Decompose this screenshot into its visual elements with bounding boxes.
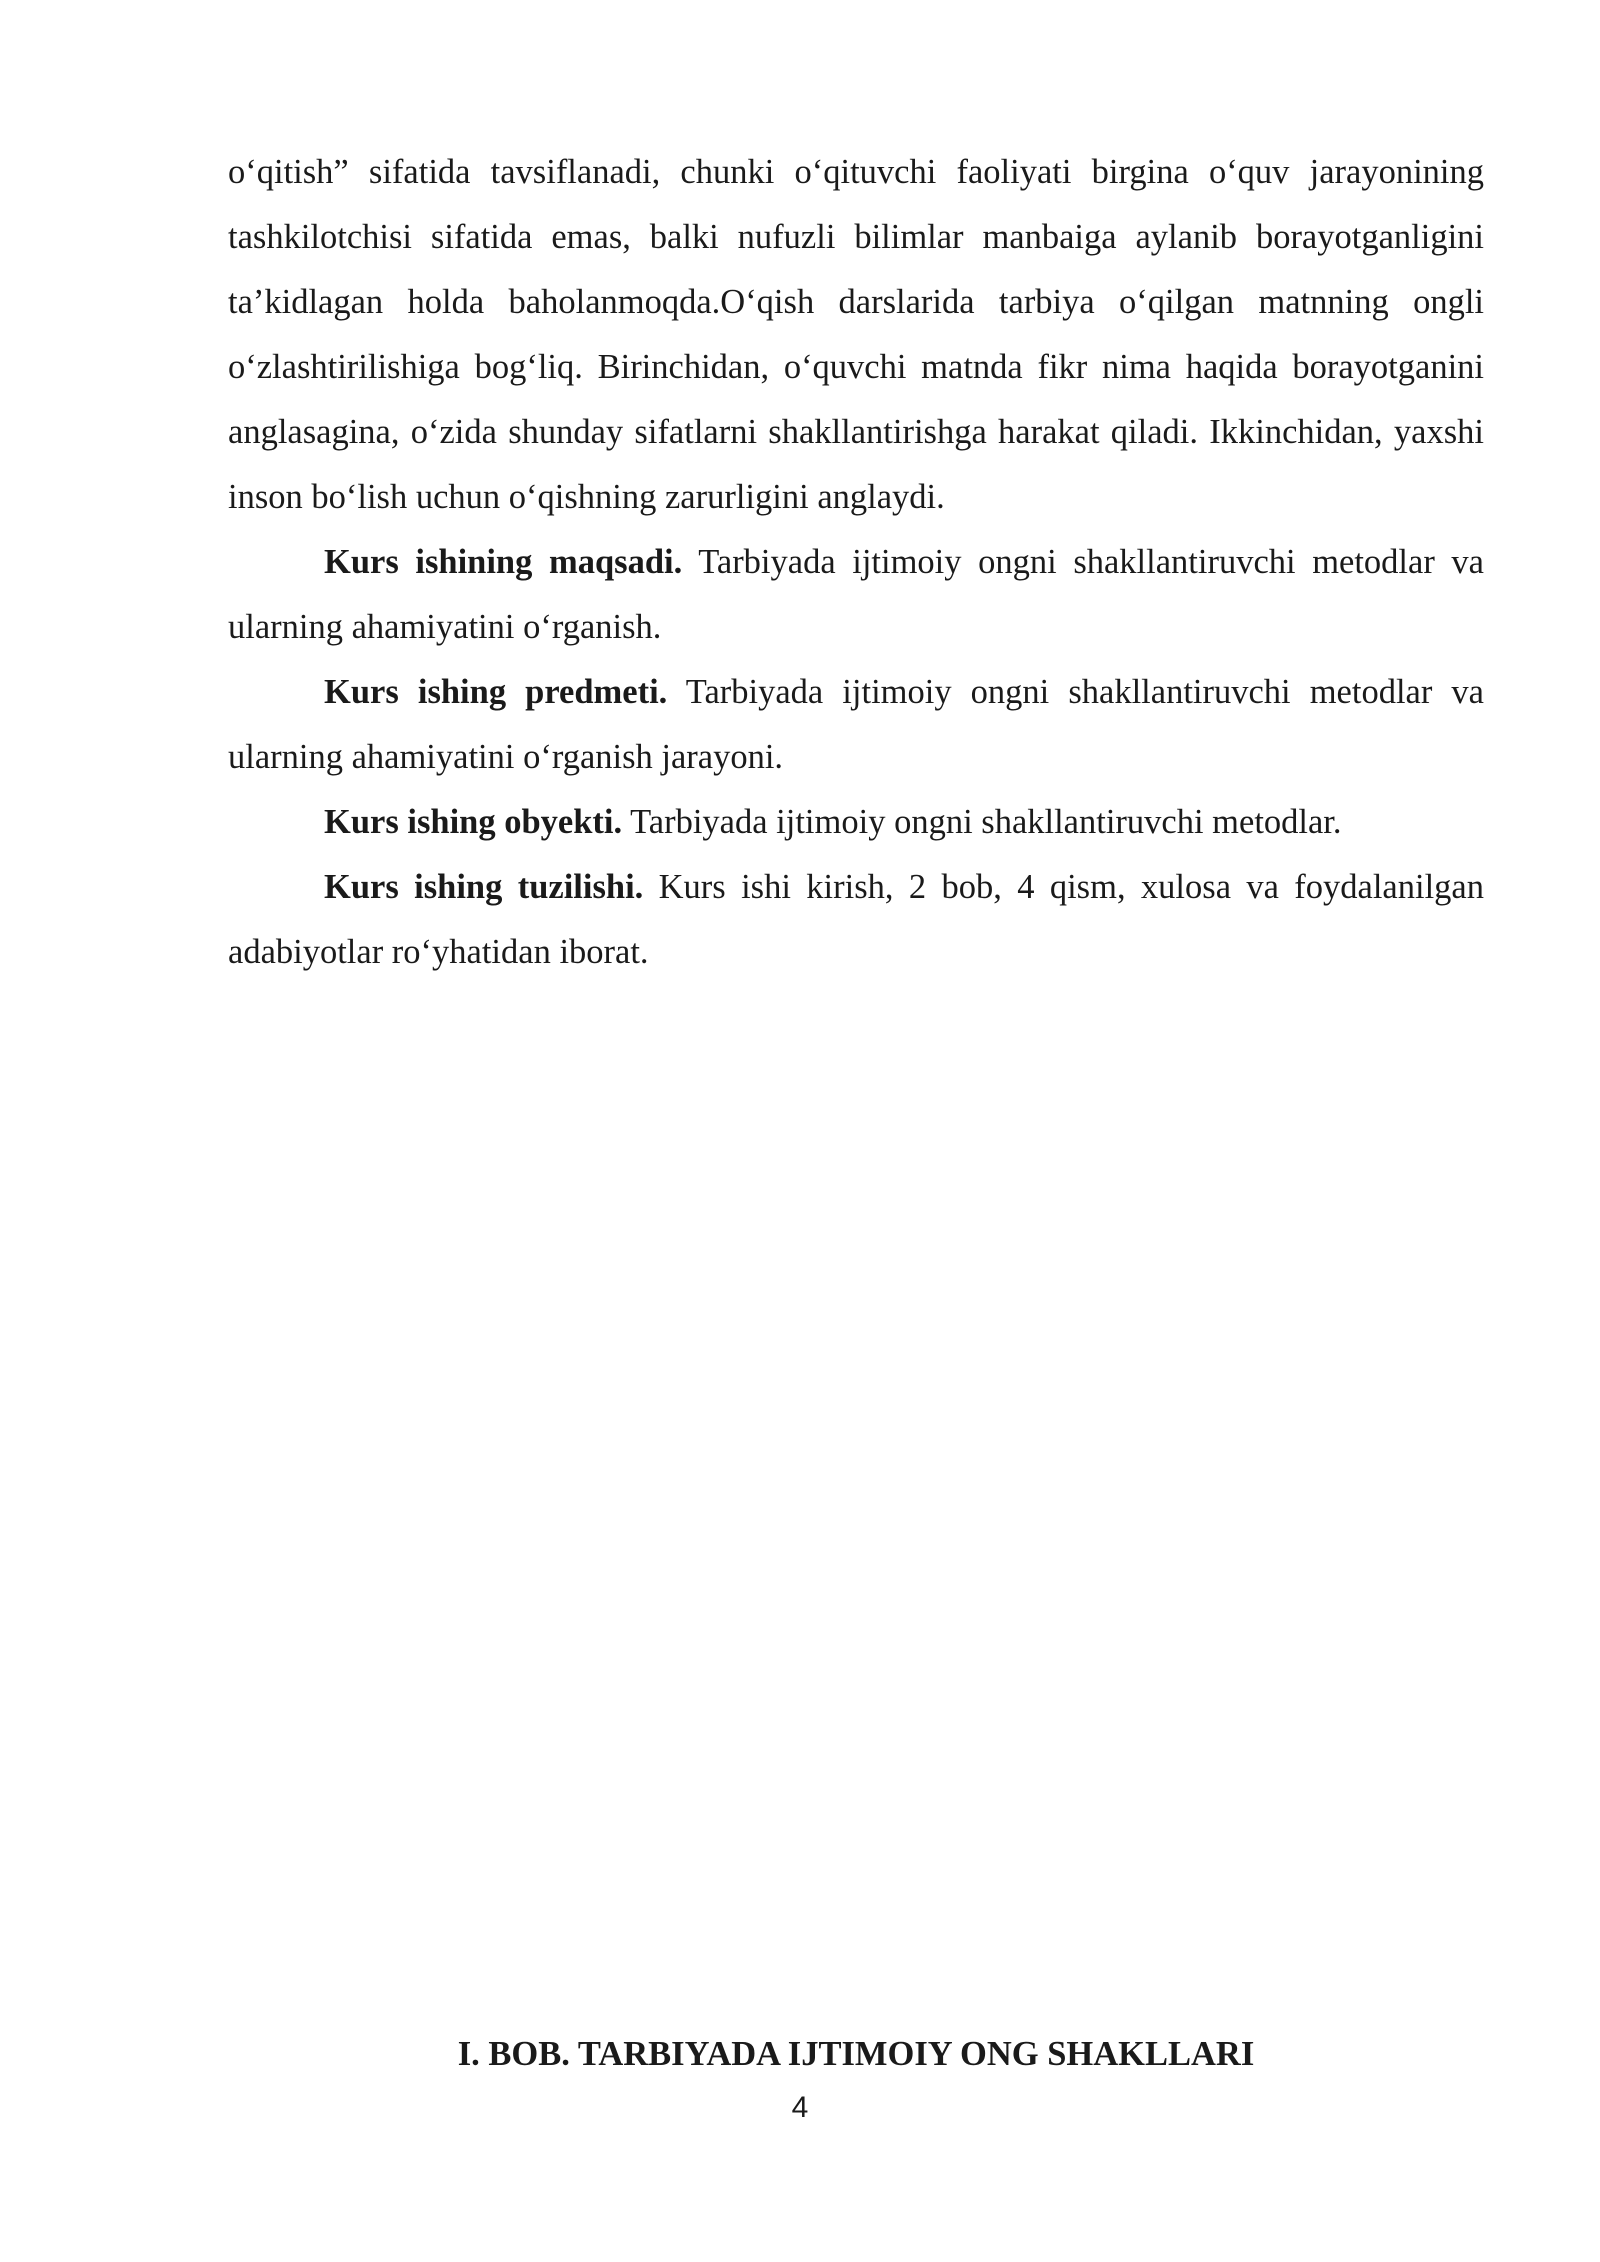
section-subject bbox=[228, 660, 1484, 790]
section-goal bbox=[228, 530, 1484, 660]
section-subject-text: Tarbiyada ijtimoiy ongni shakllantiruvchi metodlar va ularning ahamiyatini o‘rganish jarayoni. bbox=[228, 673, 1484, 776]
chapter-heading: I. BOB. TARBIYADA IJTIMOIY ONG SHAKLLARI bbox=[457, 2035, 1255, 2073]
section-goal-label: Kurs ishining maqsadi. bbox=[324, 543, 683, 581]
intro-paragraph: o‘qitish” sifatida tavsiflanadi, chunki o‘qituvchi faoliyati birgina o‘quv jarayonining tashkilotchisi sifatida emas, balki nufuzli bilimlar manbaiga aylanib borayotganligini ta’kidlagan holda baholanmoqda.O‘qish darslarida tarbiya o‘qilgan matnning ongli o‘zlashtirilishiga bog‘liq. Birinchidan, o‘quvchi matnda fikr nima haqida borayotganini anglasagina, o‘zida shunday sifatlarni shakllantirishga harakat qiladi. Ikkinchidan, yaxshi inson bo‘lish uchun o‘qishning zarurligini anglaydi. bbox=[228, 153, 1484, 516]
section-structure-text: Kurs ishi kirish, 2 bob, 4 qism, xulosa va foydalanilgan adabiyotlar ro‘yhatidan iborat. bbox=[228, 868, 1484, 971]
section-subject-label: Kurs ishing predmeti. bbox=[324, 673, 668, 711]
page-number: 4 bbox=[791, 2091, 809, 2124]
body-text bbox=[228, 140, 1484, 985]
section-structure-label: Kurs ishing tuzilishi. bbox=[324, 868, 644, 906]
section-object bbox=[228, 790, 1484, 855]
section-structure bbox=[228, 855, 1484, 985]
section-goal-text: Tarbiyada ijtimoiy ongni shakllantiruvchi metodlar va ularning ahamiyatini o‘rganish. bbox=[228, 543, 1484, 646]
section-object-text: Tarbiyada ijtimoiy ongni shakllantiruvchi metodlar. bbox=[622, 803, 1342, 841]
section-object-label: Kurs ishing obyekti. bbox=[324, 803, 623, 841]
